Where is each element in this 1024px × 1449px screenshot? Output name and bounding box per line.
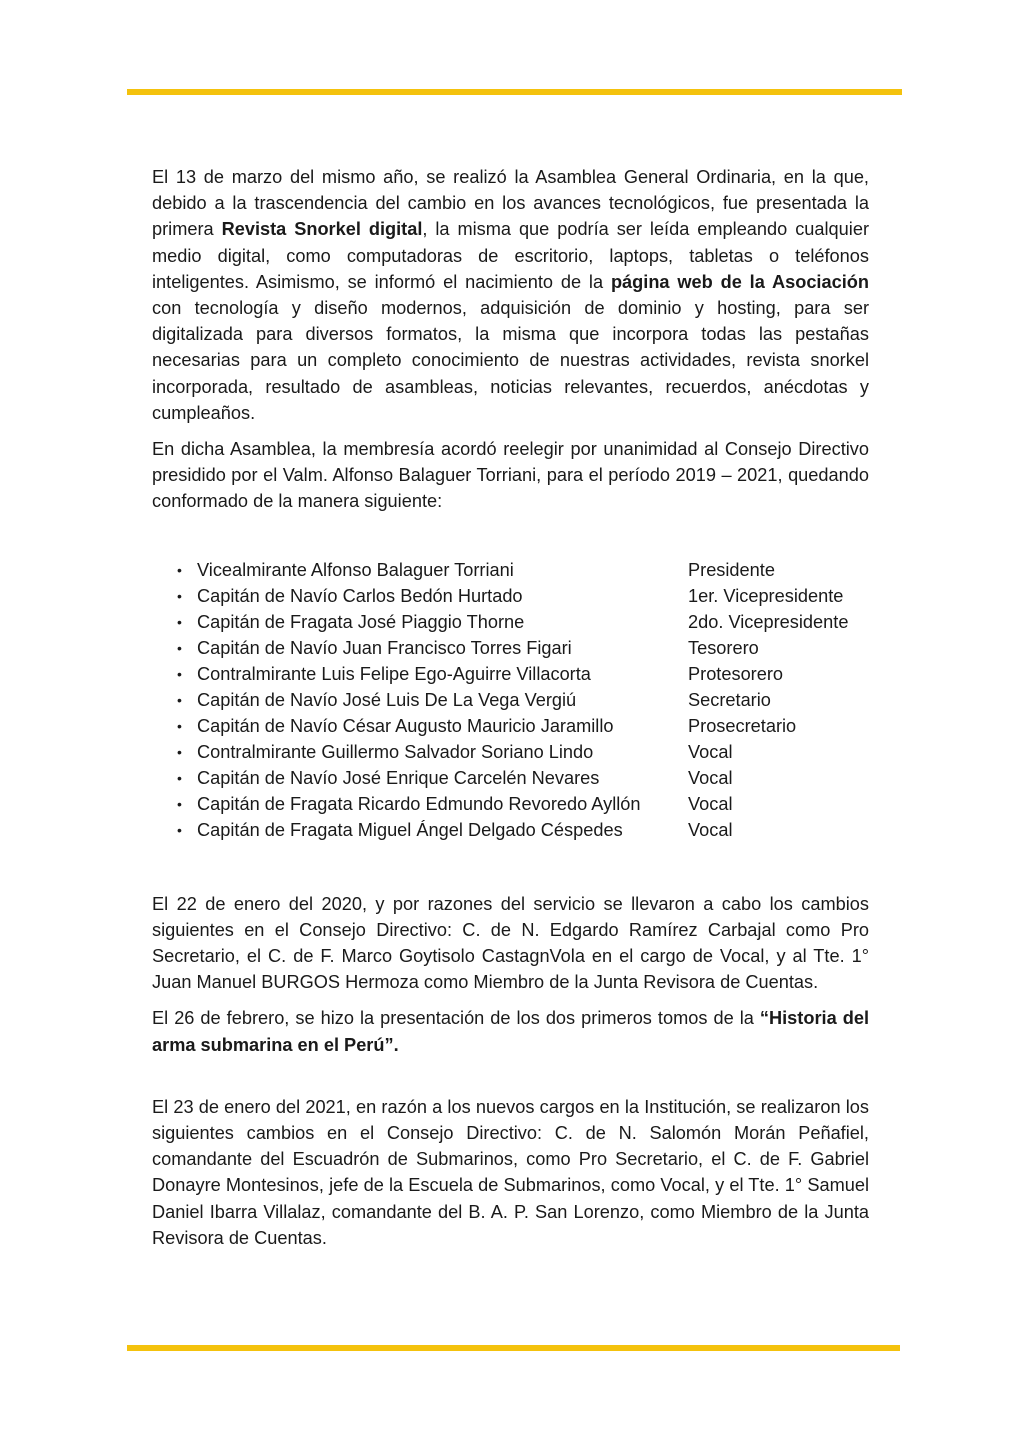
board-member-item: [177, 687, 869, 713]
board-members-list: [152, 557, 869, 843]
bullet-icon: •: [177, 821, 182, 838]
board-member-item: [177, 661, 869, 687]
member-role: 2do. Vicepresidente: [688, 611, 849, 632]
paragraph-assembly-march: [152, 164, 869, 426]
paragraph-book-presentation: [152, 1005, 869, 1057]
member-name: Contralmirante Guillermo Salvador Soriano Lindo: [197, 741, 594, 762]
bullet-icon: •: [177, 561, 182, 578]
board-member-item: [177, 791, 869, 817]
member-role: Prosecretario: [688, 715, 797, 736]
bullet-icon: •: [177, 743, 182, 760]
member-name: Capitán de Fragata Miguel Ángel Delgado Céspedes: [197, 819, 623, 840]
paragraph-text: , la misma que podría ser leída empleando cualquier medio digital, como computadoras de escritorio, laptops, tabletas o teléfonos inteligentes. Asimismo, se informó el nacimiento de la: [152, 219, 870, 292]
top-accent-rule: [127, 89, 902, 95]
bullet-icon: •: [177, 795, 182, 812]
bullet-icon: •: [177, 769, 182, 786]
member-role: Vocal: [688, 741, 733, 762]
member-role: Presidente: [688, 559, 775, 580]
paragraph-reelection: En dicha Asamblea, la membresía acordó reelegir por unanimidad al Consejo Directivo presidido por el Valm. Alfonso Balaguer Torriani, para el período 2019 – 2021, quedando conformado de la manera siguiente:: [152, 439, 869, 512]
highlight-text: Revista Snorkel digital: [221, 219, 423, 240]
member-name: Capitán de Fragata José Piaggio Thorne: [197, 611, 525, 632]
member-name: Capitán de Fragata Ricardo Edmundo Revoredo Ayllón: [197, 793, 641, 814]
bullet-icon: •: [177, 587, 182, 604]
member-name: Vicealmirante Alfonso Balaguer Torriani: [197, 559, 514, 580]
book-title: “Historia del arma submarina en el Perú”.: [152, 1008, 869, 1055]
board-member-item: [177, 713, 869, 739]
paragraph-text: con tecnología y diseño modernos, adquisición de dominio y hosting, para ser digitalizada para diversos formatos, la misma que incorpora todas las pestañas necesarias para un completo conocimiento de nuestras actividades, revista snorkel incorporada, resultado de asambleas, noticias relevantes, recuerdos, anécdotas y cumpleaños.: [152, 298, 869, 423]
member-role: Vocal: [688, 793, 733, 814]
member-name: Capitán de Navío José Luis De La Vega Vergiú: [197, 689, 577, 710]
member-name: Capitán de Navío Juan Francisco Torres Figari: [197, 637, 572, 658]
member-role: Tesorero: [688, 637, 759, 658]
bullet-icon: •: [177, 717, 182, 734]
paragraph-text: El 13 de marzo del mismo año, se realizó la Asamblea General Ordinaria, en la que, debido a la trascendencia del cambio en los avances tecnológicos, fue presentada la primera: [152, 167, 869, 240]
bottom-accent-rule: [127, 1345, 900, 1351]
member-name: Contralmirante Luis Felipe Ego-Aguirre Villacorta: [197, 663, 591, 684]
board-member-item: [177, 609, 869, 635]
member-role: Vocal: [688, 767, 733, 788]
member-role: Secretario: [688, 689, 771, 710]
member-role: Vocal: [688, 819, 733, 840]
paragraph-changes-2021: El 23 de enero del 2021, en razón a los nuevos cargos en la Institución, se realizaron los siguientes cambios en el Consejo Directivo: C. de N. Salomón Morán Peñafiel, comandante del Escuadrón de Submarinos, como Pro Secretario, el C. de F. Gabriel Donayre Montesinos, jefe de la Escuela de Submarinos, como Vocal, y el Tte. 1° Samuel Daniel Ibarra Villalaz, comandante del B. A. P. San Lorenzo, como Miembro de la Junta Revisora de Cuentas.: [152, 1096, 869, 1248]
member-name: Capitán de Navío José Enrique Carcelén Nevares: [197, 767, 600, 788]
board-member-item: [177, 583, 869, 609]
bullet-icon: •: [177, 691, 182, 708]
member-role: 1er. Vicepresidente: [688, 585, 844, 606]
book-presentation-text: El 26 de febrero, se hizo la presentación de los dos primeros tomos de la: [152, 1008, 760, 1029]
paragraph-changes-2020: El 22 de enero del 2020, y por razones del servicio se llevaron a cabo los cambios siguientes en el Consejo Directivo: C. de N. Edgardo Ramírez Carbajal como Pro Secretario, el C. de F. Marco Goytisolo CastagnVola en el cargo de Vocal, y al Tte. 1° Juan Manuel BURGOS Hermoza como Miembro de la Junta Revisora de Cuentas.: [152, 893, 869, 993]
board-member-item: [177, 635, 869, 661]
board-member-item: [177, 817, 869, 843]
document-body: [152, 164, 869, 1261]
highlight-text: página web de la Asociación: [610, 271, 869, 292]
member-name: Capitán de Navío César Augusto Mauricio Jaramillo: [197, 715, 614, 736]
member-role: Protesorero: [688, 663, 784, 684]
bullet-icon: •: [177, 665, 182, 682]
member-name: Capitán de Navío Carlos Bedón Hurtado: [197, 585, 523, 606]
board-member-item: [177, 557, 869, 583]
board-member-item: [177, 765, 869, 791]
board-member-item: [177, 739, 869, 765]
bullet-icon: •: [177, 613, 182, 630]
bullet-icon: •: [177, 639, 182, 656]
